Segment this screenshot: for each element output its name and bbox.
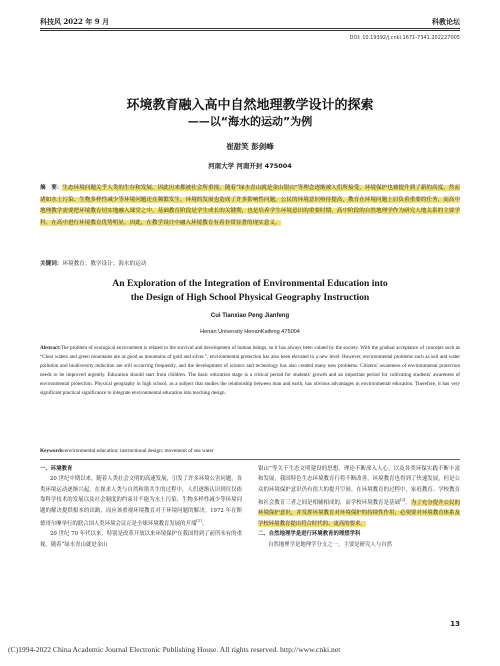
citation-marker: [1] [196, 518, 202, 524]
english-keywords-text: environmental education; instructional design; movement of sea water [64, 448, 214, 454]
chinese-abstract-rest: 因此，在教学设计中融入环境教育有着非常显著的现实意义。 [129, 219, 281, 226]
chinese-keywords-label: 关键词： [40, 261, 63, 267]
english-abstract-text: The problem of ecological environment is related to the survival and development of human beings, so it has always been valued by the society. With the gradual acceptance of concepts such as “Clear waters and green mountains are as good as mountains of gold and silver.”, environmental protection has also been elevated to a new level. However, environmental problems such as soil and water pollution and biodiversity reduction are still occurring frequently, and the development of science and technology has also created many new problems. Citizens' awareness of environmental protection needs to be improved urgently. Education should start from children. The basic education stage is a critical period for students' growth and an important period for cultivating students' awareness of environmental protection. Physical geography in high school, as a subject that studies the relationship between man and earth, has obvious advantages in environmental education. Therefore, it has very significant practical significance to integrate environmental education into teaching design. [40, 345, 460, 396]
english-abstract-label: Abstract: [40, 345, 61, 351]
body-paragraph: 20 世纪中期以来，随着人类社会文明的高速发展，引发了许多环境公害问题，各类环境运动逐渐兴起。在探求人类与自然和谐共生的过程中，人们逐渐认识到仅仅依靠科学技术的发展以及社会制度的约束并不能为水土污染、生物多样性减少等环境问题的解决提供根本的出路，而应该重视环境教育对于环境问题的解决。1972 年在斯德哥尔摩举行的联合国人类环境会议正是全球环境教育发展的开端[1]。 [40, 476, 242, 527]
english-authors: Cui Tianxiao Peng Jianfeng [210, 313, 290, 319]
body-text: 银山”等关于生态文明建设的思想、理论不断深入人心，以及各类环保实践不断丰富和发展，我国特色生态环境教育行将不断改善，环境教育也得到了快速发展，但是公众的环境保护意识仍有很大的提升空间。在环境教育的过程中，家庭教育、学校教育和社会教育三者之间是相辅相成的，而学校环境教育是基础 [258, 466, 460, 507]
highlighted-text: 为了充分提升公民的环境保护意识，并发挥环境教育对环境保护的持续性作用，必须要对环境教育体系及学校环境教育提出符合时代的、更高的要求。 [258, 500, 460, 527]
section-divider [40, 459, 460, 460]
english-keywords-label: Keywords: [40, 448, 65, 454]
header-rule-thin [40, 30, 460, 31]
section-heading-2: 二、自然地理学是进行环境教育的理想学科 [258, 531, 361, 538]
chinese-abstract-highlight: 生态环境问题关乎人类的生存和发展，因此历来都被社会所重视。随着“绿水青山就是金山银山”等理念逐渐被人们所接受，环境保护也被提升到了新的高度。然而诸如水土污染、生物多样性减少等环境问题还在频繁发生，环境的发展也造成了许多影响性问题。公民的环境意识亟待提高，教育在环境问题上肩负着重要的任务，而高中地理教学需要把环境教育切实地融入课堂之中。基础教育阶段是学生成长的关键期，也是培养学生环境意识的重要时期。高中阶段的自然地理学作为研究人地关系的主要学科，在高中进行环境教育优势明显。 [40, 185, 460, 226]
header-rule [40, 28, 460, 29]
english-title-line1: An Exploration of the Integration of Environmental Education into [112, 278, 388, 289]
body-text: 20 世纪中期以来，随着人类社会文明的高速发展，引发了许多环境公害问题，各类环境运动逐渐兴起。在探求人类与自然和谐共生的过程中，人们逐渐认识到仅仅依靠科学技术的发展以及社会制度的约束并不能为水土污染、生物多样性减少等环境问题的解决提供根本的出路，而应该重视环境教育对于环境问题的解决。1972 年在斯德哥尔摩举行的联合国人类环境会议正是全球环境教育发展的开端 [40, 476, 242, 527]
body-paragraph: 20 世纪 70 年代以来，特别是改革开放以来环境保护在我国得到了前所未有的重视。随着“绿水青山就是金山 [40, 531, 242, 548]
chinese-keywords [40, 259, 146, 267]
chinese-abstract-label: 摘 要： [40, 185, 63, 191]
page-number: 13 [450, 620, 460, 628]
section-heading-1: 一、环境教育 [40, 466, 73, 472]
body-right-column [258, 464, 460, 617]
chinese-affiliation: 河南大学 河南开封 475004 [208, 162, 292, 170]
body-paragraph [258, 464, 460, 529]
chinese-keywords-text: 环境教育；教学设计；海水的运动 [62, 261, 147, 267]
chinese-subtitle: ——以“海水的运动”为例 [187, 115, 313, 128]
chinese-abstract [40, 183, 460, 258]
english-affiliation: Henan University HenanKaifeng 475004 [200, 329, 300, 335]
chinese-authors: 崔甜笑 彭剑峰 [226, 142, 274, 151]
body-left-column [40, 464, 242, 617]
english-keywords [40, 448, 214, 454]
english-abstract [40, 344, 460, 444]
chinese-title: 环境教育融入高中自然地理教学设计的探索 [126, 98, 374, 113]
citation-marker: [2] [399, 497, 406, 503]
journal-issue: 科技风 2022 年 9 月 [40, 17, 110, 26]
body-text: 。 [405, 500, 411, 507]
section-name: 科教论坛 [432, 17, 460, 26]
copyright-footer: (C)1994-2022 China Academic Journal Electronic Publishing House. All rights reserved. http://www.cnki.net [8, 645, 341, 654]
doi-text: DOI: 10.19392/j.cnki.1671-7341.202227005 [349, 35, 460, 41]
english-title-line2: the Design of High School Physical Geography Instruction [130, 292, 370, 303]
body-paragraph: 自然地理学是地理学分支之一，主要是研究人与自然 [268, 541, 392, 548]
